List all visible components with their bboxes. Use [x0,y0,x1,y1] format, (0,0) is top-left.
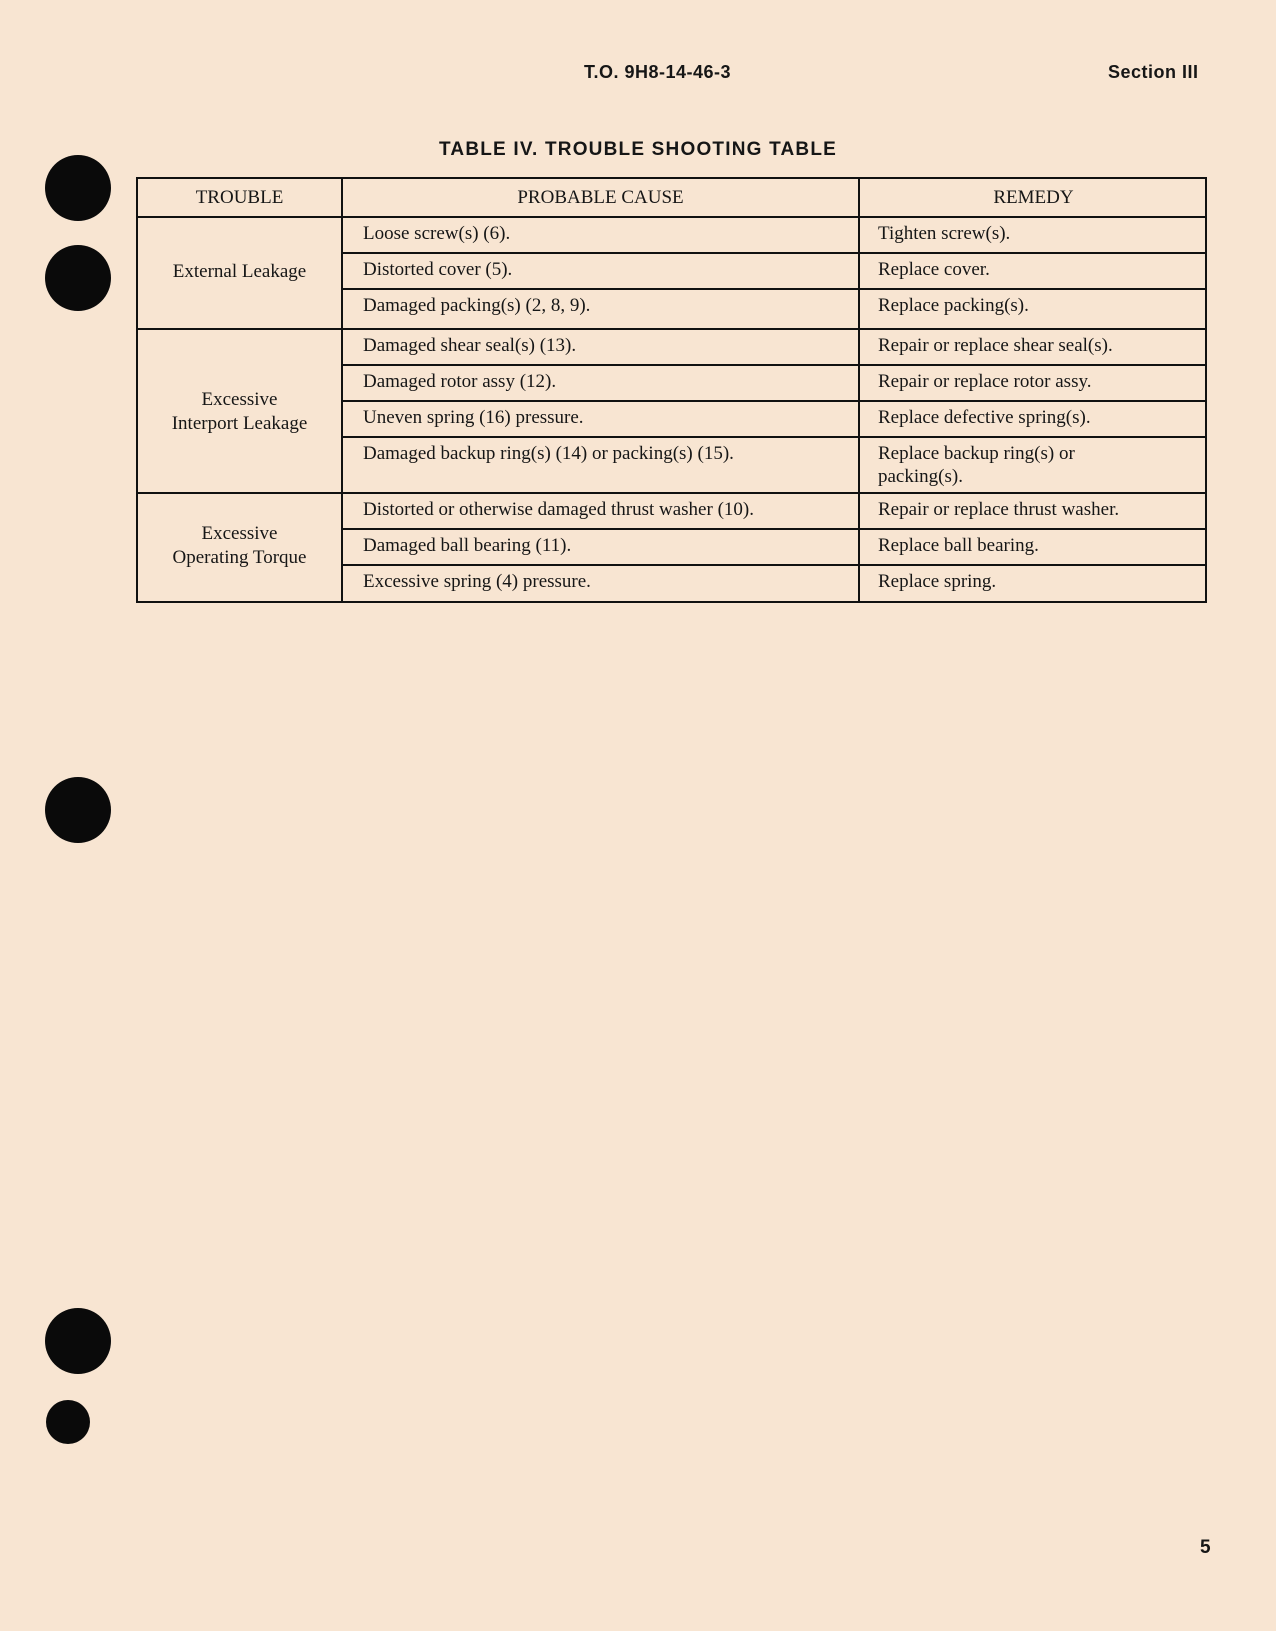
binder-hole [45,155,111,221]
remedy-cell: Replace spring. [878,571,997,592]
trouble-line: Excessive [201,389,278,410]
remedy-cell: Replace ball bearing. [878,535,1039,556]
trouble-line: Interport Leakage [171,413,308,434]
cause-cell: Distorted or otherwise damaged thrust washer (10). [363,499,754,520]
binder-hole [45,1308,111,1374]
table-title: TABLE IV. TROUBLE SHOOTING TABLE [439,139,837,160]
remedy-cell: Replace cover. [878,259,990,280]
trouble-line: Excessive [201,523,278,544]
column-header-remedy: REMEDY [993,187,1074,208]
cause-cell: Damaged rotor assy (12). [363,371,557,392]
page-number: 5 [1200,1537,1211,1558]
remedy-cell: Tighten screw(s). [878,223,1011,244]
binder-hole [46,1400,90,1444]
remedy-cell: Replace defective spring(s). [878,407,1091,428]
binder-hole [45,777,111,843]
cause-cell: Damaged ball bearing (11). [363,535,572,556]
column-header-trouble: TROUBLE [195,187,284,208]
cause-cell: Distorted cover (5). [363,259,513,280]
remedy-cell: Replace packing(s). [878,295,1029,316]
binder-hole [45,245,111,311]
remedy-cell: Repair or replace thrust washer. [878,499,1120,520]
remedy-cell: Repair or replace rotor assy. [878,371,1092,392]
trouble-line: Operating Torque [172,547,307,568]
column-header-probable-cause: PROBABLE CAUSE [517,187,684,208]
document-number: T.O. 9H8-14-46-3 [584,62,732,82]
remedy-cell: Repair or replace shear seal(s). [878,335,1113,356]
remedy-cell: packing(s). [878,466,963,487]
remedy-cell: Replace backup ring(s) or [878,443,1075,464]
cause-cell: Uneven spring (16) pressure. [363,407,584,428]
cause-cell: Damaged shear seal(s) (13). [363,335,577,356]
cause-cell: Loose screw(s) (6). [363,223,511,244]
cause-cell: Excessive spring (4) pressure. [363,571,591,592]
section-label: Section III [1108,62,1199,82]
trouble-shooting-table [136,177,1207,603]
cause-cell: Damaged backup ring(s) (14) or packing(s) (15). [363,443,734,464]
cause-cell: Damaged packing(s) (2, 8, 9). [363,295,591,316]
trouble-external-leakage: External Leakage [172,261,307,282]
